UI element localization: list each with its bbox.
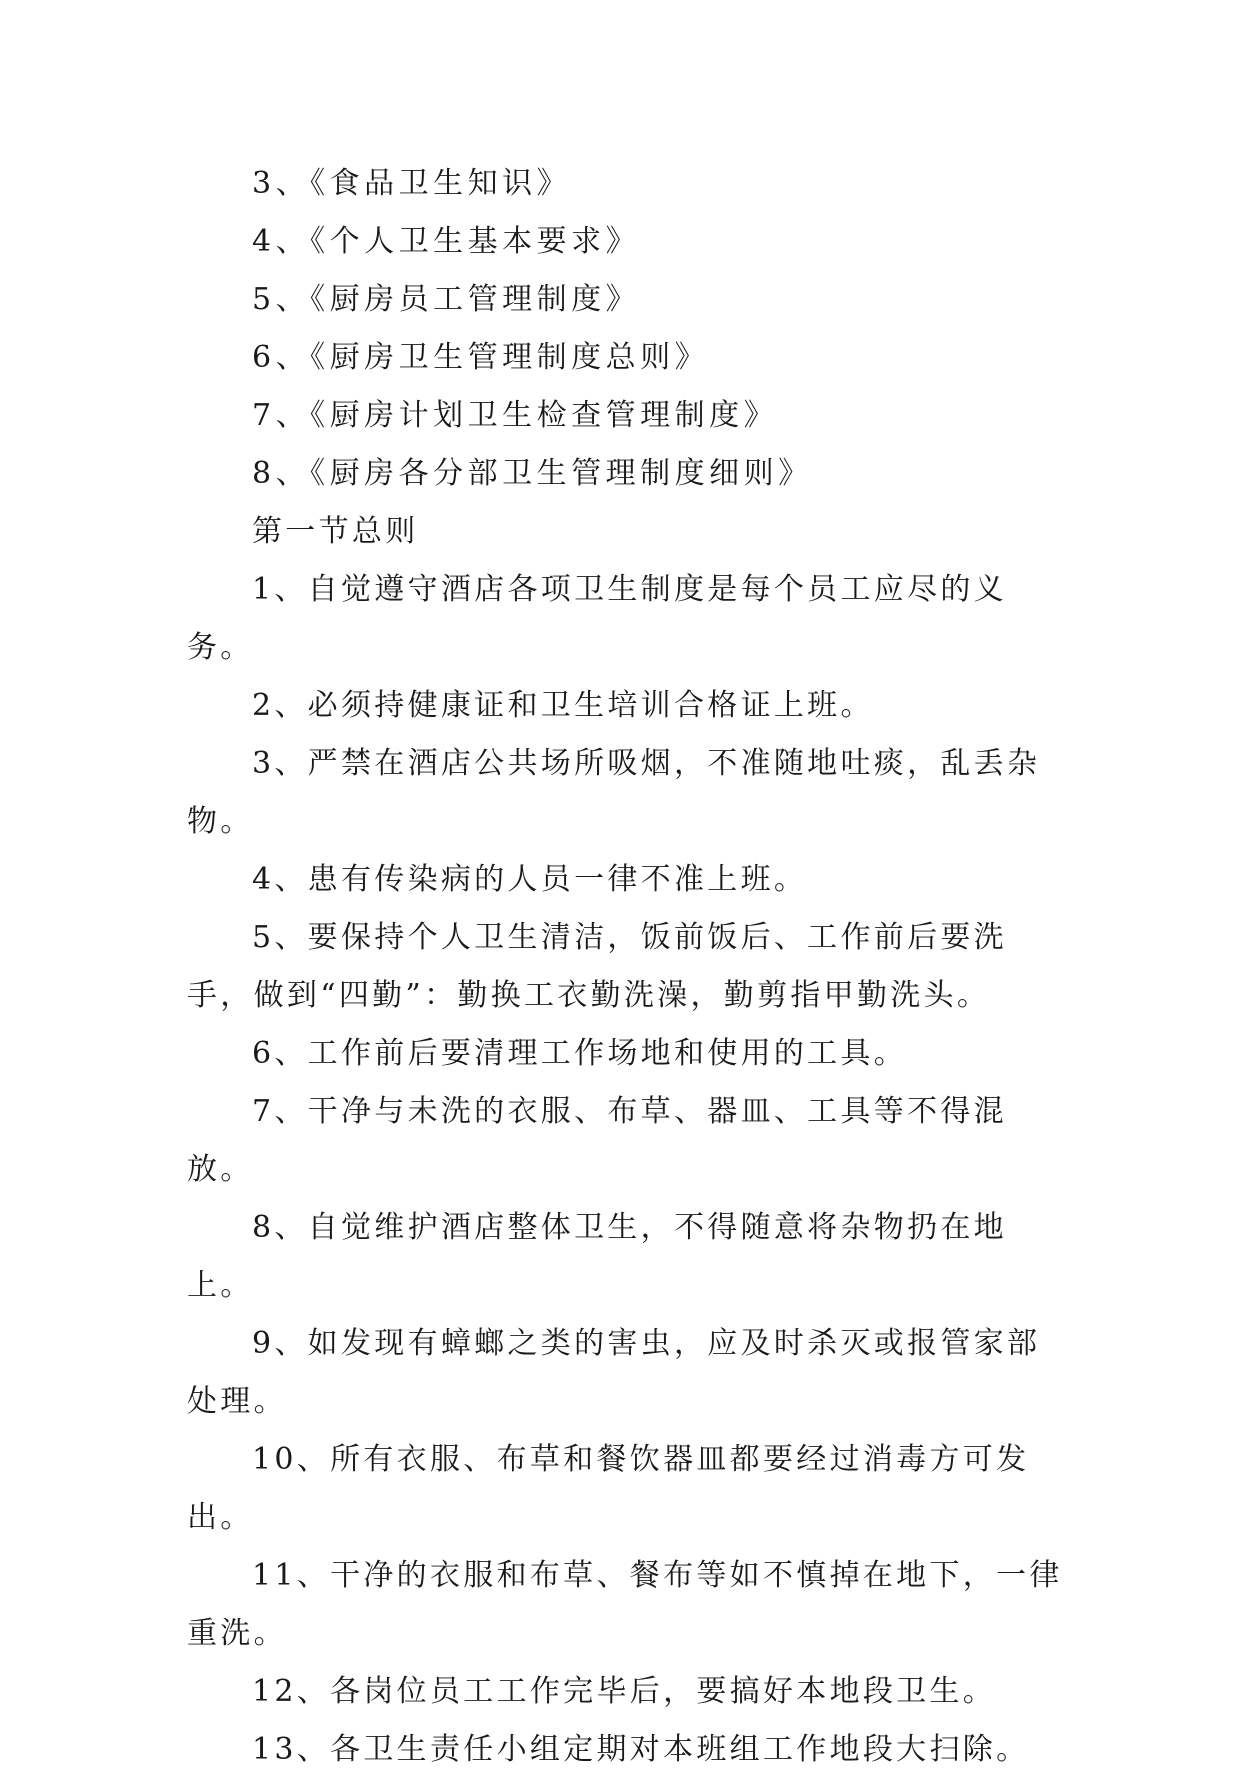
rule-8: 8、自觉维护酒店整体卫生，不得随意将杂物扔在地上。 xyxy=(187,1210,1007,1303)
rule-13: 13、各卫生责任小组定期对本班组工作地段大扫除。 xyxy=(252,1732,1030,1767)
rule-5: 5、要保持个人卫生清洁，饭前饭后、工作前后要洗手，做到“四勤”：勤换工衣勤洗澡，勤剪指甲勤洗头。 xyxy=(187,920,1007,1013)
list-item-5: 5、《厨房员工管理制度》 xyxy=(252,282,641,317)
rule-4: 4、患有传染病的人员一律不准上班。 xyxy=(252,862,808,897)
list-item-4: 4、《个人卫生基本要求》 xyxy=(252,224,641,259)
section-heading: 第一节总则 xyxy=(252,514,419,549)
rule-1: 1、自觉遵守酒店各项卫生制度是每个员工应尽的义务。 xyxy=(187,572,1007,665)
list-item-6: 6、《厨房卫生管理制度总则》 xyxy=(252,340,710,375)
rule-11: 11、干净的衣服和布草、餐布等如不慎掉在地下，一律重洗。 xyxy=(187,1558,1063,1651)
rule-9: 9、如发现有蟑螂之类的害虫，应及时杀灭或报管家部处理。 xyxy=(187,1326,1041,1419)
list-item-3: 3、《食品卫生知识》 xyxy=(252,166,572,201)
document-body xyxy=(187,155,1067,1779)
rule-10: 10、所有衣服、布草和餐饮器皿都要经过消毒方可发出。 xyxy=(187,1442,1030,1535)
rule-12: 12、各岗位员工工作完毕后，要搞好本地段卫生。 xyxy=(252,1674,997,1709)
rule-3: 3、严禁在酒店公共场所吸烟，不准随地吐痰，乱丢杂物。 xyxy=(187,746,1041,839)
list-item-7: 7、《厨房计划卫生检查管理制度》 xyxy=(252,398,779,433)
rule-6: 6、工作前后要清理工作场地和使用的工具。 xyxy=(252,1036,908,1071)
list-item-8: 8、《厨房各分部卫生管理制度细则》 xyxy=(252,456,813,491)
rule-7: 7、干净与未洗的衣服、布草、器皿、工具等不得混放。 xyxy=(187,1094,1007,1187)
rule-2: 2、必须持健康证和卫生培训合格证上班。 xyxy=(252,688,874,723)
